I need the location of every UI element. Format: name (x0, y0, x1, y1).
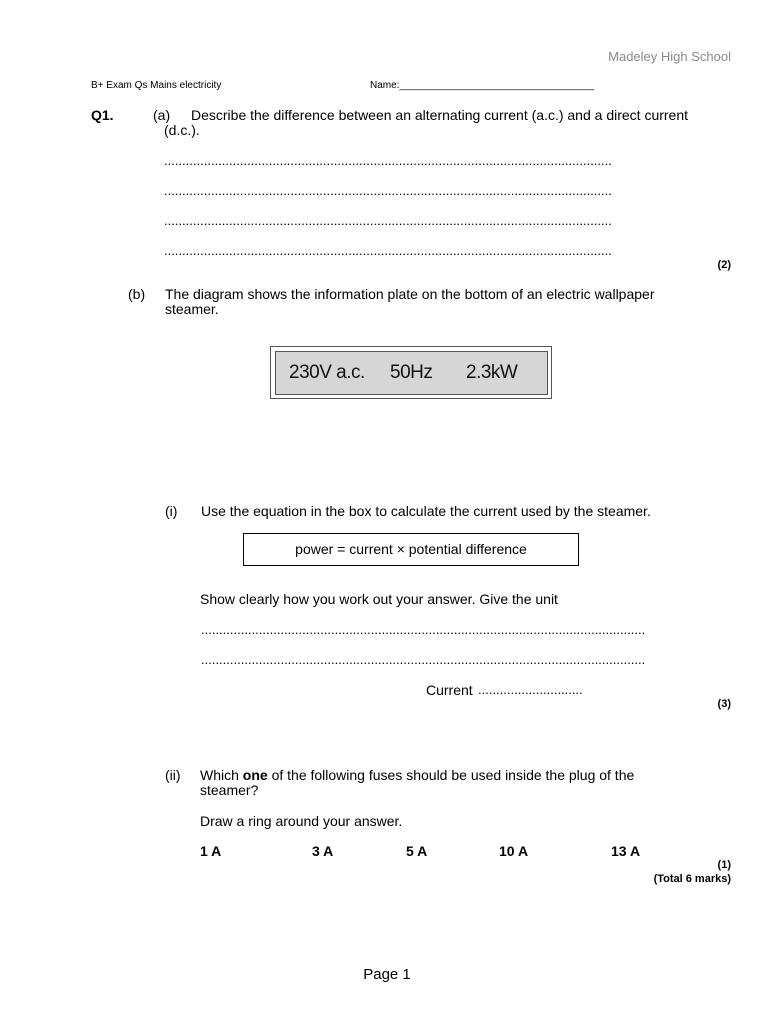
part-b-text-line1: The diagram shows the information plate on the bottom of an electric wallpaper (165, 286, 655, 302)
part-ii-text-pre: Which (200, 767, 243, 783)
topic-title: B+ Exam Qs Mains electricity (91, 80, 222, 91)
ring-instruction: Draw a ring around your answer. (200, 813, 403, 829)
part-b-label: (b) (128, 286, 146, 302)
part-i-text: Use the equation in the box to calculate the current used by the steamer. (201, 503, 651, 519)
fuse-option[interactable]: 10 A (499, 843, 529, 859)
fuse-option[interactable]: 13 A (611, 843, 641, 859)
answer-line: ............................................................................................................................ (164, 213, 612, 228)
equation-text: power = current × potential difference (295, 541, 527, 557)
marks-a: (2) (717, 259, 731, 271)
part-ii-text-bold: one (242, 767, 268, 783)
school-name: Madeley High School (608, 49, 731, 64)
plate-voltage: 230V a.c. (289, 362, 365, 383)
current-label: Current (426, 682, 473, 698)
working-line: ........................................................................................................................... (201, 652, 646, 667)
page-number: Page 1 (363, 966, 411, 983)
fuse-option[interactable]: 3 A (312, 843, 334, 859)
answer-line: ............................................................................................................................ (164, 153, 612, 168)
part-ii-text-line1 (200, 767, 634, 783)
part-ii-text-line2: steamer? (200, 782, 259, 798)
working-line: ........................................................................................................................... (201, 622, 646, 637)
answer-line: ............................................................................................................................ (164, 243, 612, 258)
name-field-label: Name:___________________________________ (370, 80, 595, 91)
marks-i: (3) (717, 698, 731, 710)
part-a-label: (a) (153, 107, 171, 123)
plate-frequency: 50Hz (390, 362, 433, 383)
working-instruction: Show clearly how you work out your answer. Give the unit (200, 591, 558, 607)
fuse-option[interactable]: 5 A (406, 843, 428, 859)
part-ii-text-post: of the following fuses should be used inside the plug of the (267, 767, 635, 783)
fuse-option[interactable]: 1 A (200, 843, 222, 859)
part-a-text-line2: (d.c.). (164, 122, 200, 138)
part-i-label: (i) (165, 503, 178, 519)
part-b-text-line2: steamer. (165, 301, 219, 317)
part-ii-label: (ii) (165, 767, 181, 783)
answer-line: ............................................................................................................................ (164, 183, 612, 198)
plate-power: 2.3kW (466, 362, 518, 383)
question-number: Q1. (91, 107, 114, 123)
current-answer-dots: ............................. (478, 682, 583, 697)
total-marks: (Total 6 marks) (653, 873, 731, 885)
part-a-text-line1: Describe the difference between an alternating current (a.c.) and a direct current (191, 107, 689, 123)
marks-ii: (1) (717, 859, 731, 871)
